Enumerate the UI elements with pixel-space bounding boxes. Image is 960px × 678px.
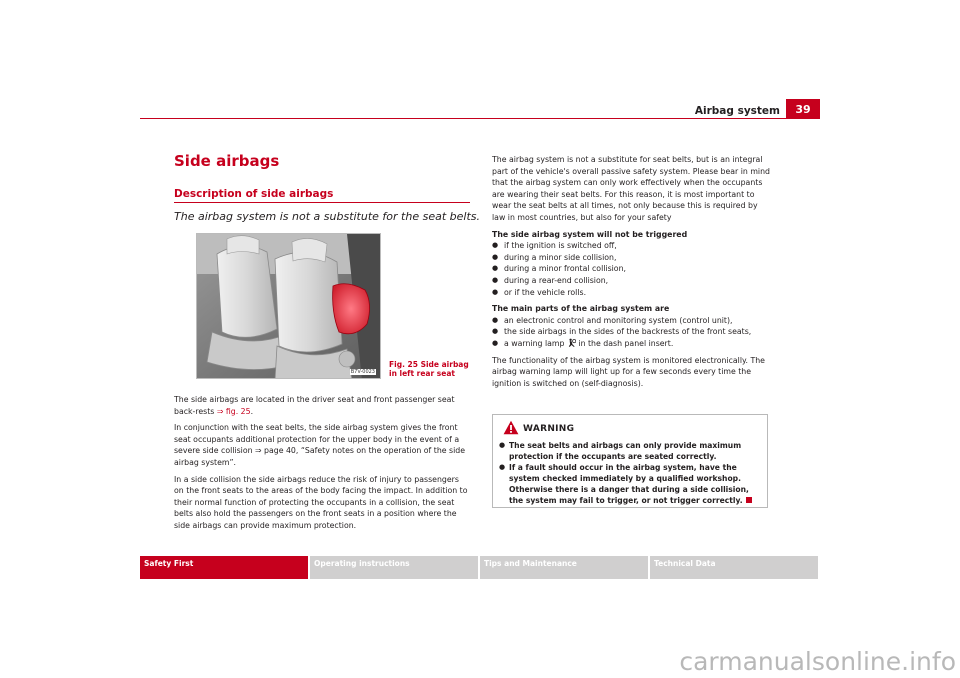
left-p1-text: The side airbags are located in the driver seat and front passenger seat back-rests bbox=[174, 395, 455, 416]
seat-illustration bbox=[197, 234, 381, 379]
list-item: ● during a rear-end collision, bbox=[492, 275, 772, 287]
warning-item: ● The seat belts and airbags can only provide maximum protection if the occupants are seated correctly. bbox=[499, 440, 763, 462]
figure-link[interactable]: ⇒ fig. 25 bbox=[216, 406, 251, 416]
left-paragraph-2: In conjunction with the seat belts, the side airbag system gives the front seat occupants additional protection for the upper body in the event of a severe side collision ⇒ page 40, “Safety notes on the operation of the side airbag system”. bbox=[174, 423, 466, 467]
page-number: 39 bbox=[786, 99, 820, 119]
list-item bbox=[492, 338, 772, 350]
lead-text: The airbag system is not a substitute for the seat belts. bbox=[174, 210, 480, 223]
footer-tab-technical-data[interactable]: Technical Data bbox=[650, 556, 818, 579]
main-parts-heading: The main parts of the airbag system are bbox=[492, 304, 670, 314]
figure-code: B7V-0023 bbox=[350, 369, 375, 375]
header-divider bbox=[140, 118, 820, 119]
not-triggered-list bbox=[492, 240, 772, 298]
end-marker-icon bbox=[746, 497, 752, 503]
right-column bbox=[492, 154, 772, 394]
warning-item bbox=[499, 462, 763, 506]
figure-caption: Fig. 25 Side airbag in left rear seat bbox=[389, 360, 469, 378]
lamp-text-before: a warning lamp bbox=[504, 338, 567, 348]
not-triggered-heading: The side airbag system will not be triggered bbox=[492, 229, 688, 239]
right-paragraph-function: The functionality of the airbag system is monitored electronically. The airbag warning lamp will light up for a few seconds every time the ignition is switched on (self-diagnosis). bbox=[492, 355, 765, 388]
footer-tab-operating-instructions[interactable]: Operating instructions bbox=[310, 556, 478, 579]
left-paragraph-1 bbox=[174, 394, 470, 417]
warning-title: WARNING bbox=[523, 424, 575, 434]
lamp-text-after: in the dash panel insert. bbox=[575, 338, 674, 348]
list-item: ● if the ignition is switched off, bbox=[492, 240, 772, 252]
left-column bbox=[174, 394, 470, 537]
subsection-divider bbox=[174, 202, 470, 203]
left-p1-end: . bbox=[250, 406, 254, 416]
list-item: ● during a minor side collision, bbox=[492, 252, 772, 264]
footer-nav bbox=[140, 556, 820, 579]
page-header-title: Airbag system bbox=[694, 105, 780, 117]
main-parts-list bbox=[492, 315, 772, 350]
list-item: ● during a minor frontal collision, bbox=[492, 263, 772, 275]
warning-box bbox=[492, 414, 768, 508]
right-paragraph-1: The airbag system is not a substitute for seat belts, but is an integral part of the vehicle's overall passive safety system. Please bear in mind that the airbag system can only work effectively when the occupants are wearing their seat belts. For this reason, it is most important to wear the seat belts at all times, not only because this is required by law in most countries, but also for your safety bbox=[492, 155, 770, 222]
section-title: Side airbags bbox=[174, 152, 280, 170]
subsection-title: Description of side airbags bbox=[174, 188, 334, 200]
list-item: ● the side airbags in the sides of the backrests of the front seats, bbox=[492, 326, 772, 338]
warning-list bbox=[499, 440, 763, 506]
left-paragraph-3: In a side collision the side airbags reduce the risk of injury to passengers on the front seats to the areas of the body facing the impact. In addition to their normal function of protecting the occupants in a collision, the seat belts also hold the passengers on the front seats in a position where the side airbags can provide maximum protection. bbox=[174, 474, 468, 530]
warning-triangle-icon bbox=[503, 420, 519, 435]
warning-item-text: If a fault should occur in the airbag system, have the system checked immediately by a qualified workshop. Otherwise there is a danger that during a side collision, the system may fail to trigger, or not trigger correctly. bbox=[509, 463, 749, 505]
watermark: carmanualsonline.info bbox=[679, 647, 956, 676]
footer-tab-tips-maintenance[interactable]: Tips and Maintenance bbox=[480, 556, 648, 579]
footer-tab-safety-first[interactable]: Safety First bbox=[140, 556, 308, 579]
list-item: ● or if the vehicle rolls. bbox=[492, 287, 772, 299]
airbag-warning-lamp-icon bbox=[567, 338, 576, 347]
list-item: ● an electronic control and monitoring system (control unit), bbox=[492, 315, 772, 327]
side-airbag-figure bbox=[196, 233, 381, 379]
warning-body bbox=[499, 440, 763, 506]
